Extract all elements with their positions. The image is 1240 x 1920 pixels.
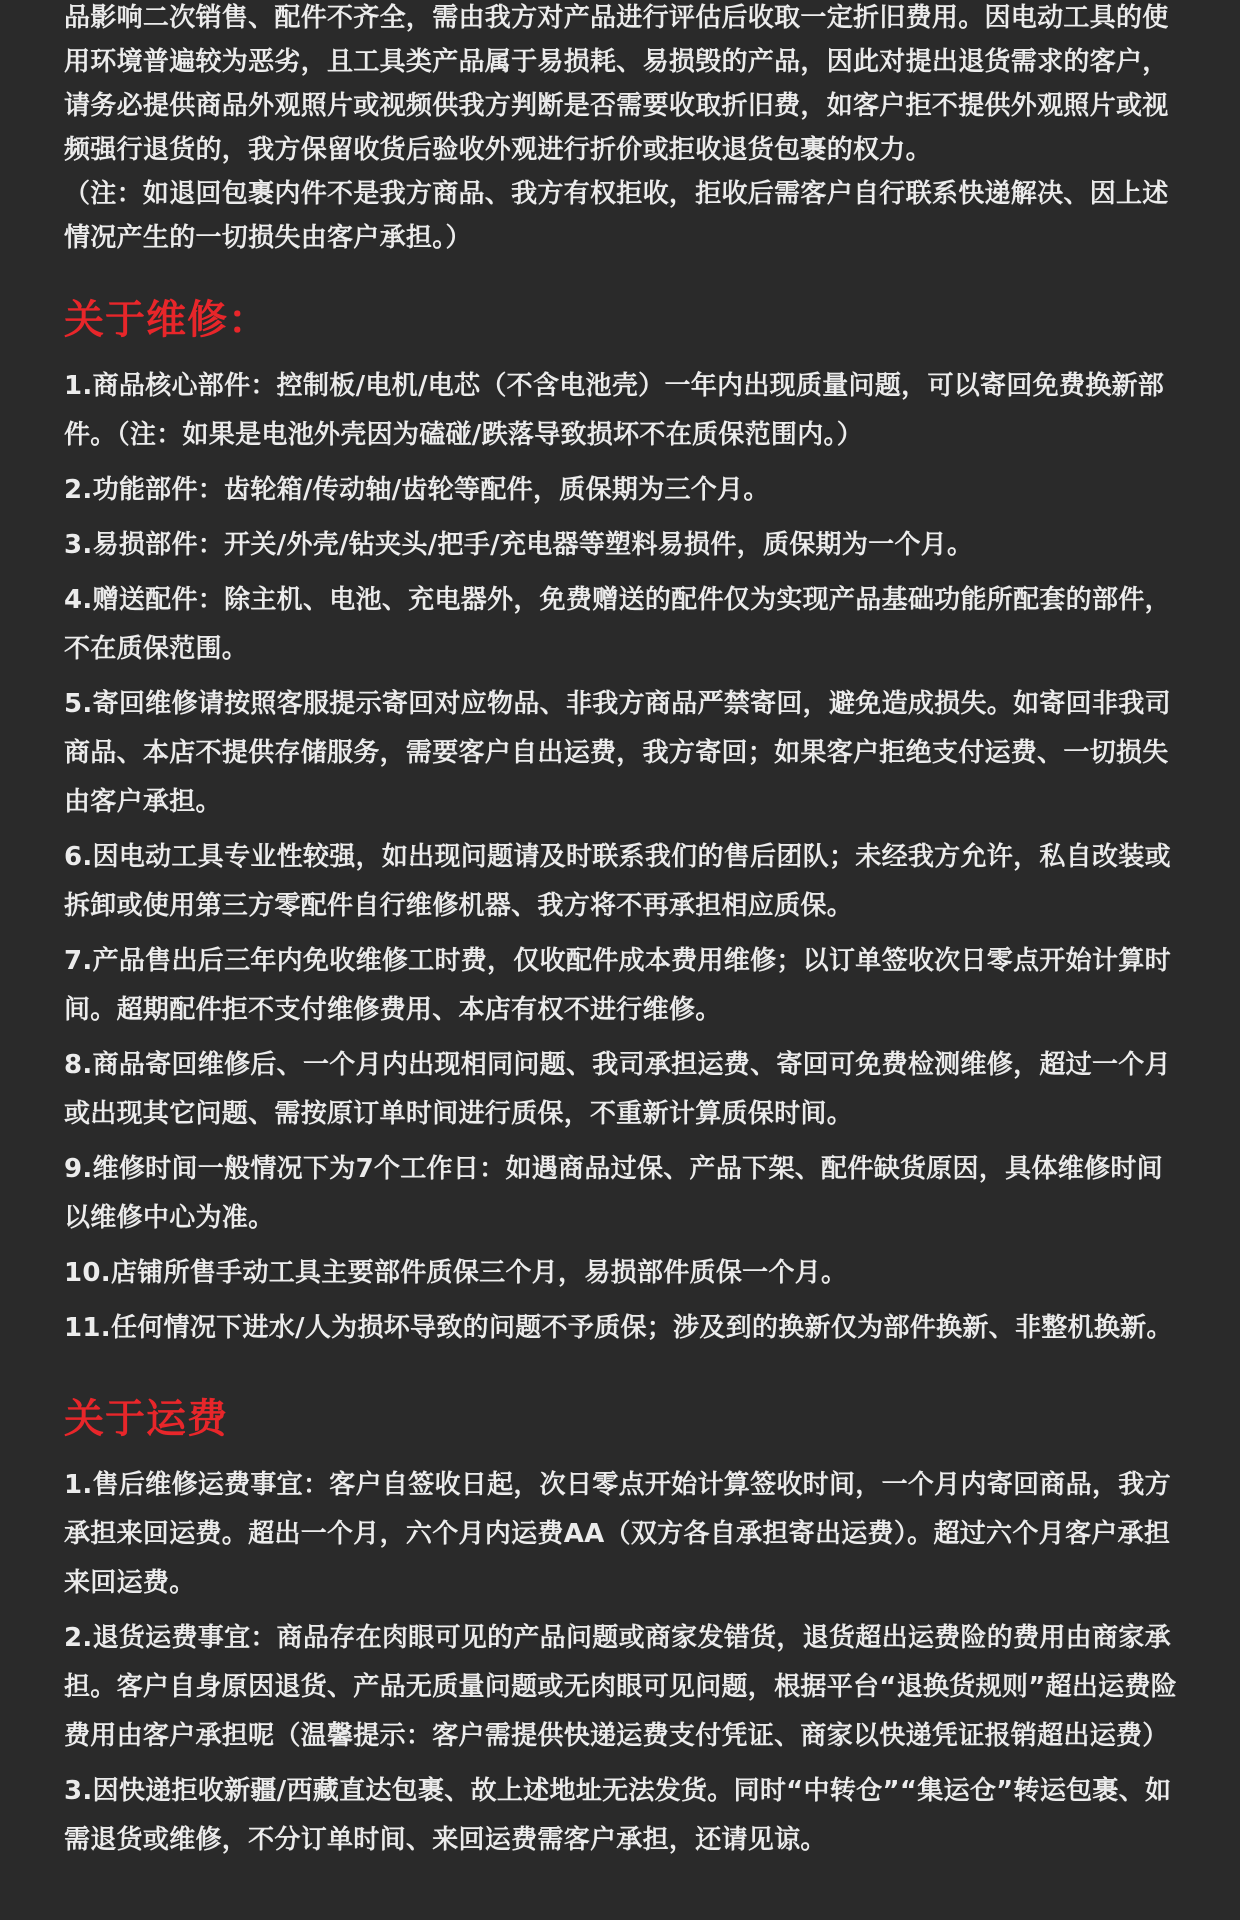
repair-item: 5.寄回维修请按照客服提示寄回对应物品、非我方商品严禁寄回，避免造成损失。如寄回非我司商品、本店不提供存储服务，需要客户自出运费，我方寄回；如果客户拒绝支付运费、一切损失由客户承担。 — [64, 689, 1171, 817]
shipping-list — [64, 1461, 1178, 1865]
repair-item: 3.易损部件：开关/外壳/钻夹头/把手/充电器等塑料易损件，质保期为一个月。 — [64, 530, 974, 560]
repair-item: 11.任何情况下进水/人为损坏导致的问题不予质保；涉及到的换新仅为部件换新、非整机换新。 — [64, 1313, 1173, 1343]
intro-paragraph: 品影响二次销售、配件不齐全，需由我方对产品进行评估后收取一定折旧费用。因电动工具的使用环境普遍较为恶劣，且工具类产品属于易损耗、易损毁的产品，因此对提出退货需求的客户，请务必提供商品外观照片或视频供我方判断是否需要收取折旧费，如客户拒不提供外观照片或视频强行退货的，我方保留收货后验收外观进行折价或拒收退货包裹的权力。 — [64, 3, 1169, 165]
repair-heading: 关于维修： — [64, 297, 269, 343]
repair-item: 8.商品寄回维修后、一个月内出现相同问题、我司承担运费、寄回可免费检测维修，超过一个月或出现其它问题、需按原订单时间进行质保，不重新计算质保时间。 — [64, 1050, 1171, 1129]
repair-item: 2.功能部件：齿轮箱/传动轴/齿轮等配件，质保期为三个月。 — [64, 475, 770, 505]
repair-item: 9.维修时间一般情况下为7个工作日：如遇商品过保、产品下架、配件缺货原因，具体维修时间以维修中心为准。 — [64, 1154, 1163, 1233]
repair-item: 10.店铺所售手动工具主要部件质保三个月，易损部件质保一个月。 — [64, 1258, 848, 1288]
shipping-item: 1.售后维修运费事宜：客户自签收日起，次日零点开始计算签收时间，一个月内寄回商品，我方承担来回运费。超出一个月，六个月内运费AA（双方各自承担寄出运费）。超过六个月客户承担来回运费。 — [64, 1470, 1171, 1598]
intro-note: （注：如退回包裹内件不是我方商品、我方有权拒收，拒收后需客户自行联系快递解决、因上述情况产生的一切损失由客户承担。） — [64, 179, 1169, 253]
repair-item: 6.因电动工具专业性较强，如出现问题请及时联系我们的售后团队；未经我方允许，私自改装或拆卸或使用第三方零配件自行维修机器、我方将不再承担相应质保。 — [64, 842, 1171, 921]
shipping-heading: 关于运费 — [64, 1396, 228, 1442]
repair-item: 7.产品售出后三年内免收维修工时费，仅收配件成本费用维修；以订单签收次日零点开始计算时间。超期配件拒不支付维修费用、本店有权不进行维修。 — [64, 946, 1171, 1025]
shipping-item: 2.退货运费事宜：商品存在肉眼可见的产品问题或商家发错货，退货超出运费险的费用由商家承担。客户自身原因退货、产品无质量问题或无肉眼可见问题，根据平台“退换货规则”超出运费险费用由客户承担呢（温馨提示：客户需提供快递运费支付凭证、商家以快递凭证报销超出运费） — [64, 1623, 1178, 1751]
repair-item: 1.商品核心部件：控制板/电机/电芯（不含电池壳）一年内出现质量问题，可以寄回免费换新部件。（注：如果是电池外壳因为磕碰/跌落导致损坏不在质保范围内。） — [64, 371, 1165, 450]
shipping-item: 3.因快递拒收新疆/西藏直达包裹、故上述地址无法发货。同时“中转仓”“集运仓”转运包裹、如需退货或维修，不分订单时间、来回运费需客户承担，还请见谅。 — [64, 1776, 1172, 1855]
repair-item: 4.赠送配件：除主机、电池、充电器外，免费赠送的配件仅为实现产品基础功能所配套的部件，不在质保范围。 — [64, 585, 1171, 664]
repair-list — [64, 362, 1178, 1353]
